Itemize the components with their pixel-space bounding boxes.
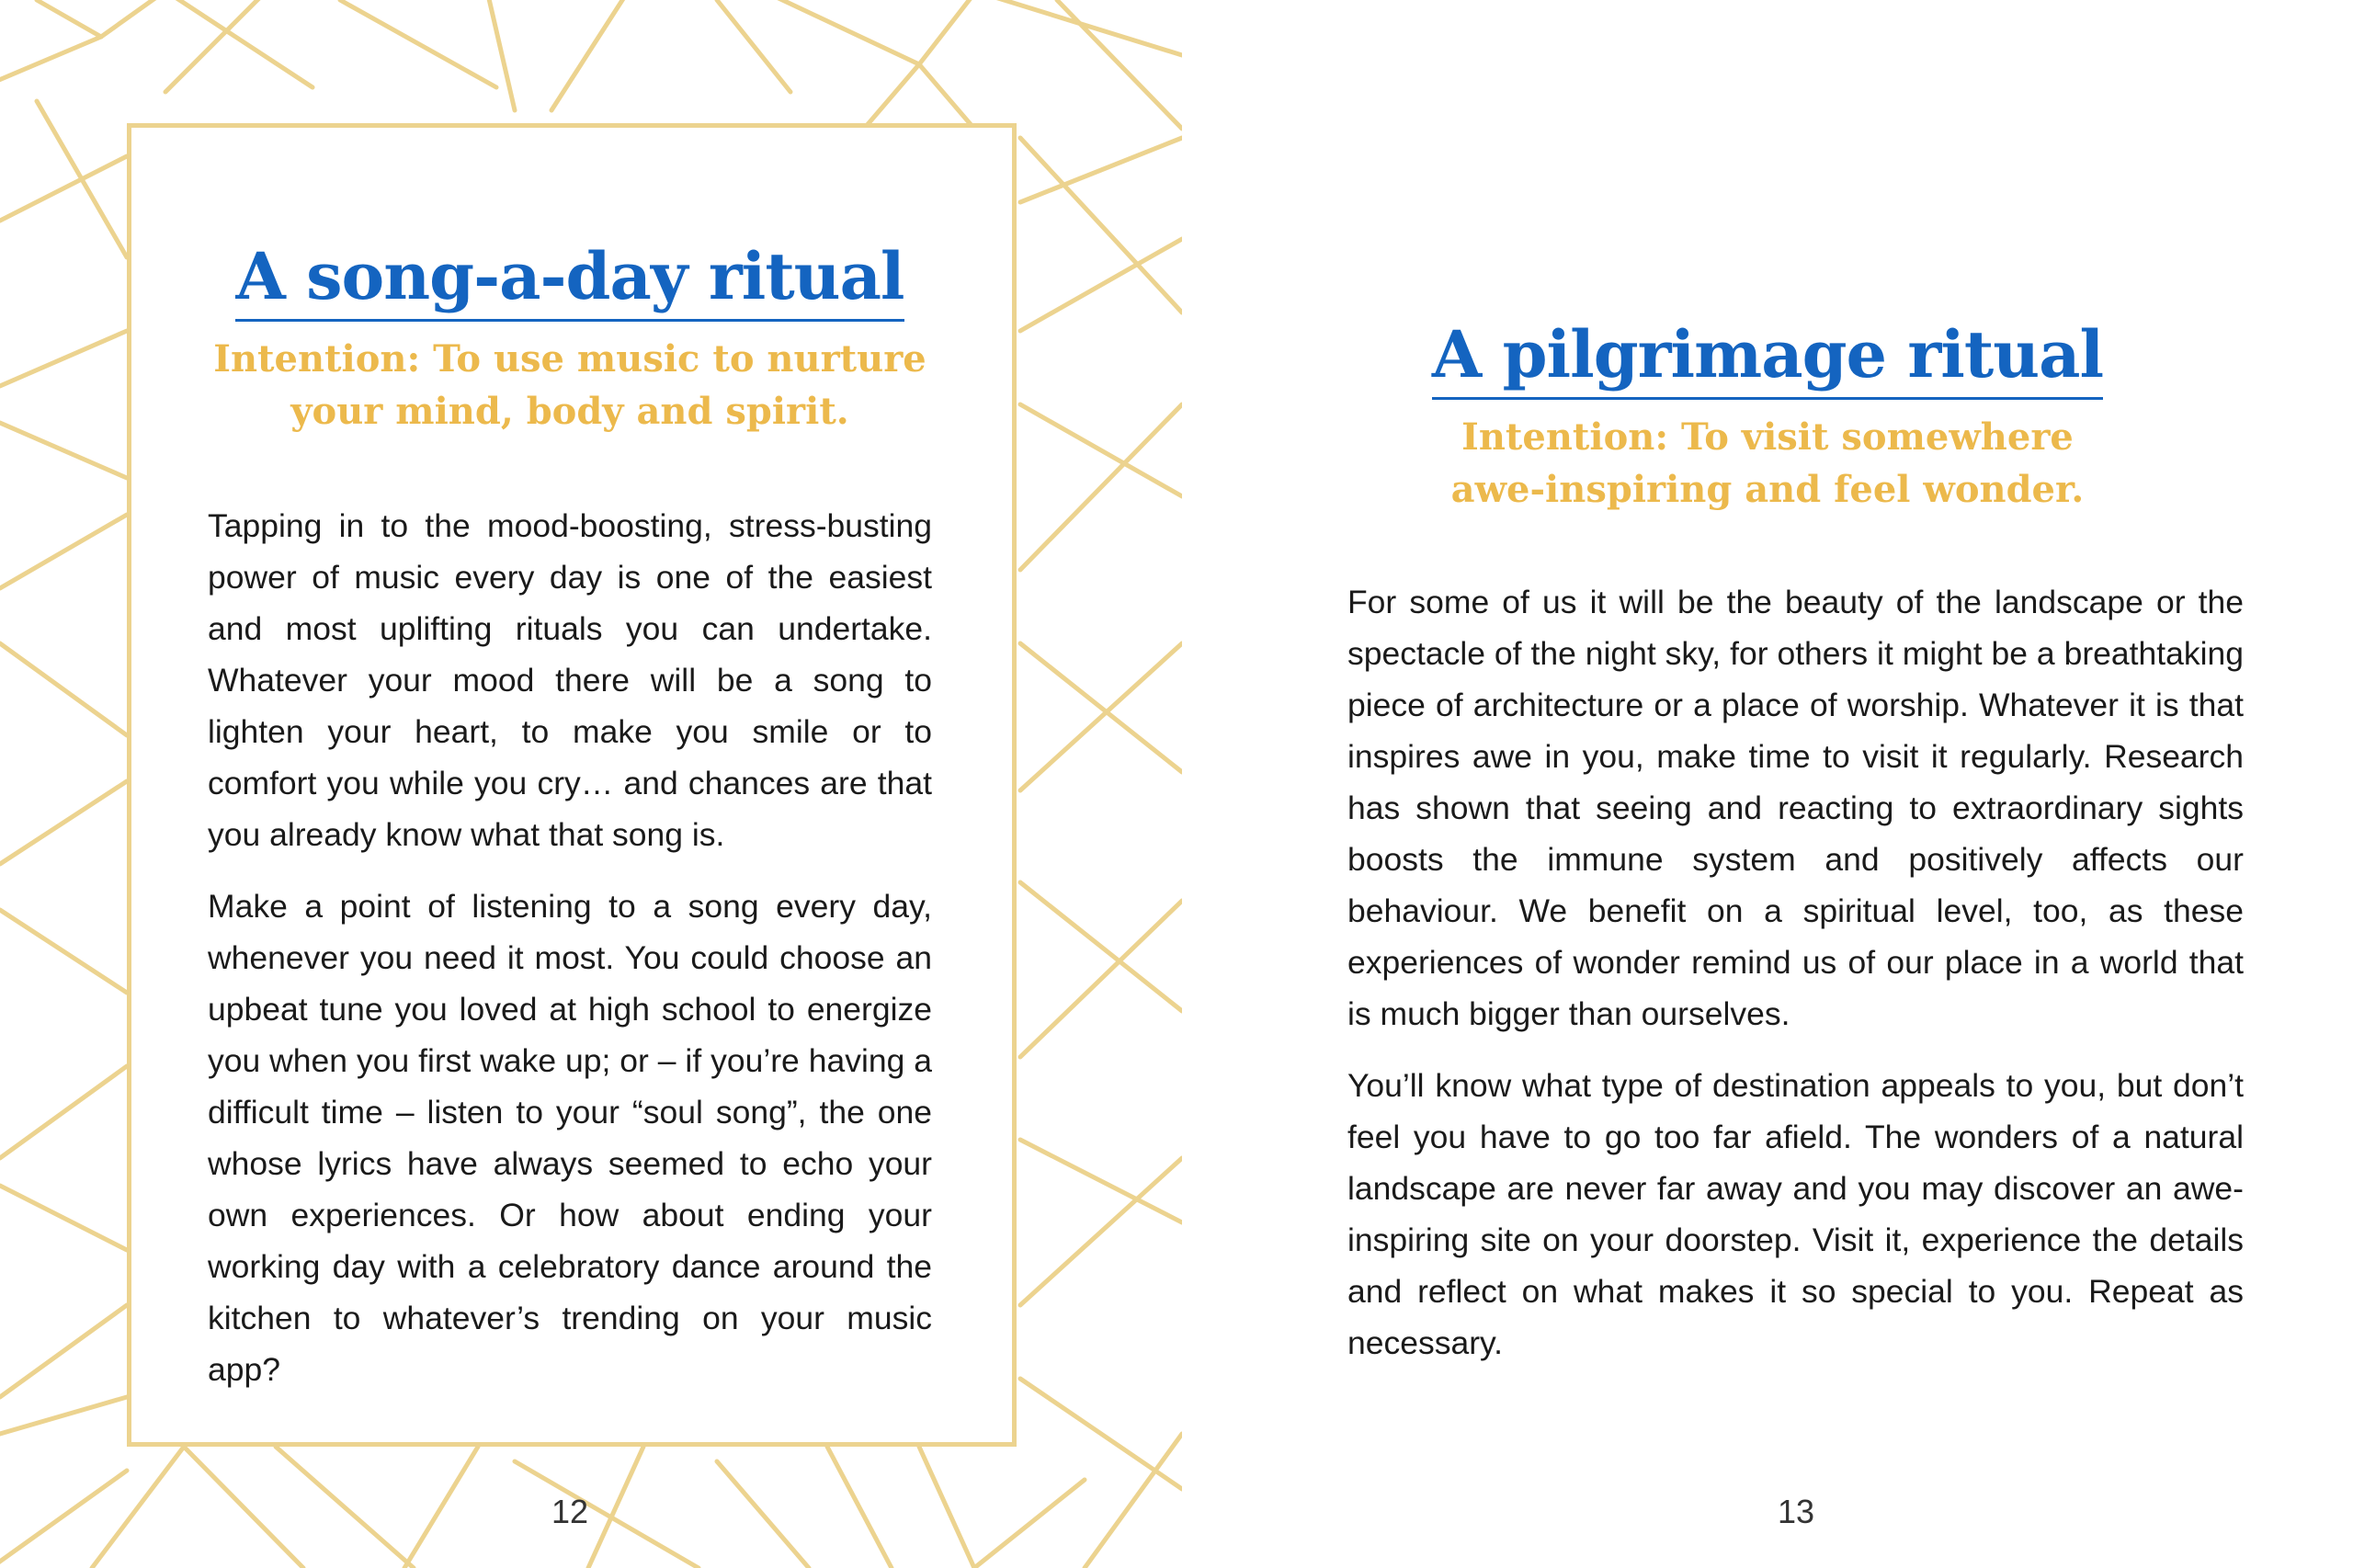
intention-line-1: Intention: To use music to nurture [213,337,926,381]
right-page [1182,0,2353,1568]
right-heading-block [1182,316,2353,516]
intention-line-2: your mind, body and spirit. [290,390,849,433]
body-paragraph: Make a point of listening to a song every day, whenever you need it most. You could choose an upbeat tune you loved at high school to energize you when you first wake up; or – if you’re having a difficult time – listen to your “soul song”, the one whose lyrics have always seemed to echo your own experiences. Or how about ending your working day with a celebratory dance around the kitchen to whatever’s trending on your music app? [208,888,932,1388]
right-body-text [1347,576,2244,1369]
left-body-text [208,500,932,1395]
body-paragraph: You’ll know what type of destination appeals to you, but don’t feel you have to go too far afield. The wonders of a natural landscape are never far away and you may discover an awe-inspiring site on your doorstep. Visit it, experience the details and reflect on what makes it so special to you. Repeat as necessary. [1347,1067,2244,1361]
page-title: A pilgrimage ritual [1432,319,2103,400]
page-number: 12 [551,1493,589,1530]
body-paragraph: Tapping in to the mood-boosting, stress-busting power of music every day is one of the easiest and most uplifting rituals you can undertake. Whatever your mood there will be a song to lighten your heart, to make you smile or to comfort you while you cry… and chances are that you already know what that song is. [208,507,932,853]
page-number: 13 [1777,1493,1815,1530]
intention-text [1182,411,2353,516]
intention-line-1: Intention: To visit somewhere [1461,415,2074,459]
left-heading-block [0,238,1140,437]
intention-text [0,333,1140,437]
page-title: A song-a-day ritual [235,241,904,322]
intention-line-2: awe-inspiring and feel wonder. [1450,468,2085,511]
body-paragraph: For some of us it will be the beauty of the landscape or the spectacle of the night sky, for others it might be a breathtaking piece of architecture or a place of worship. Whatever it is that inspires awe in you, make time to visit it regularly. Research has shown that seeing and reacting to extraordinary sights boosts the immune system and positively affects our behaviour. We benefit on a spiritual level, too, as these experiences of wonder remind us of our place in a world that is much bigger than ourselves. [1347,584,2244,1032]
